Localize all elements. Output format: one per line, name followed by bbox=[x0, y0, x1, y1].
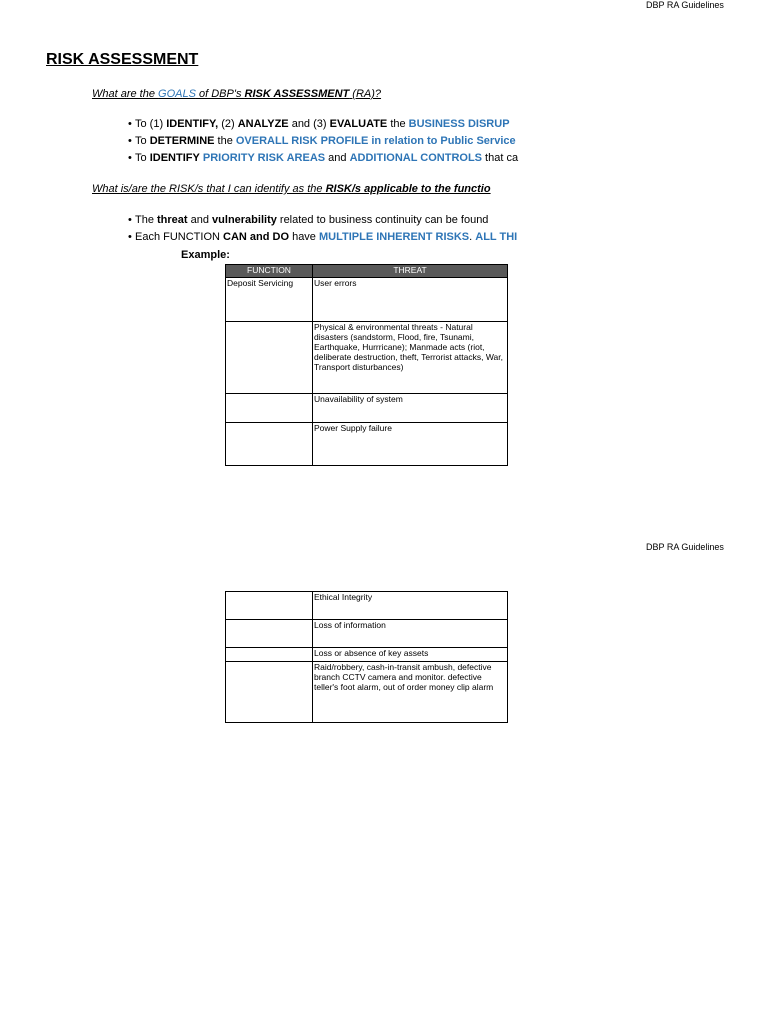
threat-cell: User errors bbox=[313, 278, 508, 322]
risk-text: and bbox=[187, 214, 213, 226]
risk-bold: vulnerability bbox=[212, 214, 277, 226]
function-cell bbox=[226, 620, 313, 648]
goals-question bbox=[92, 88, 381, 100]
table-row bbox=[226, 620, 508, 648]
risk-bold: threat bbox=[157, 214, 188, 226]
threat-cell: Loss of information bbox=[313, 620, 508, 648]
threat-table bbox=[225, 264, 508, 466]
table-row bbox=[226, 423, 508, 466]
threat-cell: Unavailability of system bbox=[313, 394, 508, 423]
function-cell: Deposit Servicing bbox=[226, 278, 313, 322]
goal-bold: DETERMINE bbox=[149, 135, 215, 147]
page-title: RISK ASSESSMENT bbox=[46, 51, 199, 68]
goal-text: To bbox=[135, 152, 150, 164]
goal-text: and (3) bbox=[288, 118, 330, 130]
threat-table-continued bbox=[225, 591, 508, 723]
risk-text: . bbox=[469, 231, 476, 243]
risk-text: Each FUNCTION bbox=[135, 231, 224, 243]
goal-text: (2) bbox=[218, 118, 238, 130]
risk-text: have bbox=[289, 231, 319, 243]
question-emphasis: RISK/s applicable to the functio bbox=[325, 183, 491, 195]
function-cell bbox=[226, 662, 313, 723]
risk-text: related to business continuity can be found bbox=[276, 214, 489, 226]
page-header: DBP RA Guidelines bbox=[646, 542, 724, 552]
threat-cell: Physical & environmental threats - Natural disasters (sandstorm, Flood, fire, Tsunami, Earthquake, Hurrricane); Manmade acts (riot, deliberate destruction, theft, Terrorist attacks, War, Transport disturbances) bbox=[313, 322, 508, 394]
goal-text: that ca bbox=[482, 152, 519, 164]
goal-item bbox=[128, 152, 519, 164]
threat-cell: Raid/robbery, cash-in-transit ambush, defective branch CCTV camera and monitor. defective teller's foot alarm, out of order money clip alarm bbox=[313, 662, 508, 723]
question-emphasis: RISK ASSESSMENT bbox=[244, 88, 350, 100]
function-cell bbox=[226, 394, 313, 423]
risks-question bbox=[92, 183, 508, 195]
goal-text: To bbox=[135, 135, 150, 147]
goal-item bbox=[128, 118, 508, 130]
risk-bold: CAN and DO bbox=[223, 231, 290, 243]
function-cell bbox=[226, 423, 313, 466]
goal-text: the bbox=[387, 118, 409, 130]
risk-item bbox=[128, 231, 518, 243]
goal-text: and bbox=[325, 152, 350, 164]
example-label: Example: bbox=[181, 249, 230, 261]
goal-bold: IDENTIFY bbox=[149, 152, 200, 164]
question-text: What is/are the RISK/s that I can identify as the bbox=[92, 183, 326, 195]
question-text: of DBP's bbox=[195, 88, 245, 100]
bullet-icon: • bbox=[128, 214, 132, 226]
goal-highlight: ADDITIONAL CONTROLS bbox=[349, 152, 482, 164]
table-row bbox=[226, 648, 508, 662]
goal-highlight: PRIORITY RISK AREAS bbox=[202, 152, 326, 164]
question-text: (RA)? bbox=[349, 88, 382, 100]
column-header-function: FUNCTION bbox=[226, 265, 313, 278]
table-row bbox=[226, 662, 508, 723]
goal-highlight: OVERALL RISK PROFILE in relation to Public Service bbox=[235, 135, 516, 147]
goal-highlight: BUSINESS DISRUP bbox=[408, 118, 510, 130]
goal-bold: EVALUATE bbox=[329, 118, 388, 130]
bullet-icon: • bbox=[128, 231, 132, 243]
risk-text: The bbox=[135, 214, 158, 226]
bullet-icon: • bbox=[128, 152, 132, 164]
goals-link: GOALS bbox=[158, 88, 196, 100]
goal-text: To (1) bbox=[135, 118, 167, 130]
function-cell bbox=[226, 322, 313, 394]
goal-text: the bbox=[214, 135, 236, 147]
goal-bold: IDENTIFY, bbox=[166, 118, 219, 130]
table-row bbox=[226, 394, 508, 423]
column-header-threat: THREAT bbox=[313, 265, 508, 278]
goal-item bbox=[128, 135, 516, 147]
bullet-icon: • bbox=[128, 135, 132, 147]
threat-cell: Ethical Integrity bbox=[313, 592, 508, 620]
risk-highlight: MULTIPLE INHERENT RISKS bbox=[318, 231, 470, 243]
table-row bbox=[226, 592, 508, 620]
risk-highlight: ALL THI bbox=[475, 231, 518, 243]
question-text: What are the bbox=[92, 88, 159, 100]
function-cell bbox=[226, 648, 313, 662]
table-row bbox=[226, 322, 508, 394]
table-header-row bbox=[226, 265, 508, 278]
threat-cell: Power Supply failure bbox=[313, 423, 508, 466]
risk-item bbox=[128, 214, 508, 226]
threat-cell: Loss or absence of key assets bbox=[313, 648, 508, 662]
table-row bbox=[226, 278, 508, 322]
goal-bold: ANALYZE bbox=[237, 118, 289, 130]
page-header: DBP RA Guidelines bbox=[646, 0, 724, 10]
bullet-icon: • bbox=[128, 118, 132, 130]
function-cell bbox=[226, 592, 313, 620]
